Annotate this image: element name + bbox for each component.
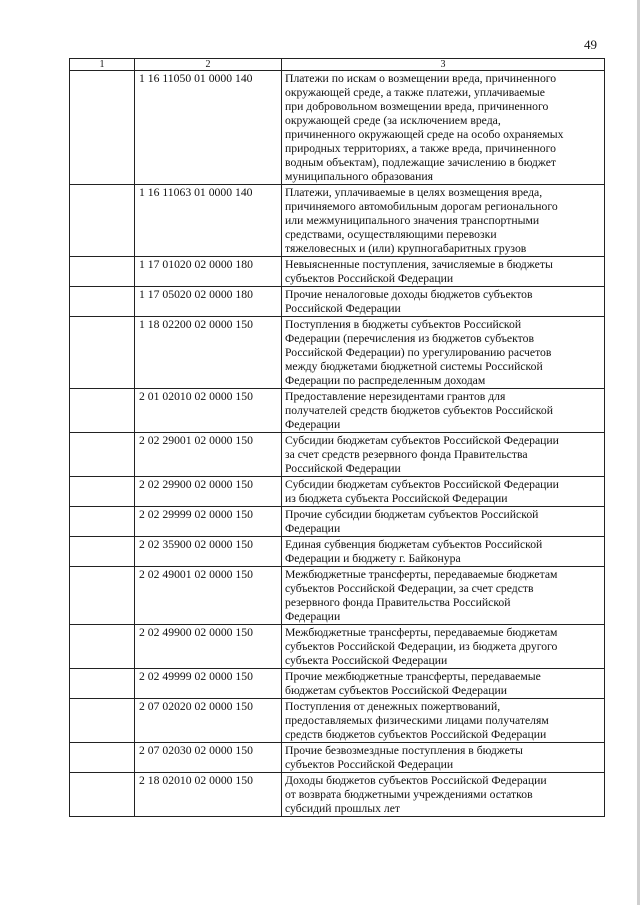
revenue-code: 1 18 02200 02 0000 150 (135, 317, 282, 389)
table-row (70, 773, 605, 817)
description-line: Федерации (285, 418, 341, 431)
revenue-description (282, 743, 605, 773)
description-line: предоставляемых физическими лицами получателям (285, 714, 549, 727)
empty-cell (70, 699, 135, 743)
table-row (70, 507, 605, 537)
description-line: Поступления в бюджеты субъектов Российской (285, 318, 522, 331)
description-line: Доходы бюджетов субъектов Российской Федерации (285, 774, 547, 787)
empty-cell (70, 71, 135, 185)
empty-cell (70, 433, 135, 477)
description-line: Федерации (285, 610, 341, 623)
revenue-description (282, 257, 605, 287)
description-line: Российской Федерации (285, 302, 401, 315)
revenue-code: 2 02 35900 02 0000 150 (135, 537, 282, 567)
description-line: от возврата бюджетными учреждениями остатков (285, 788, 533, 801)
description-line: тяжеловесных и (или) крупногабаритных грузов (285, 242, 527, 255)
revenue-code: 1 16 11063 01 0000 140 (135, 185, 282, 257)
description-line: из бюджета субъекта Российской Федерации (285, 492, 508, 505)
empty-cell (70, 185, 135, 257)
empty-cell (70, 287, 135, 317)
description-line: Поступления от денежных пожертвований, (285, 700, 501, 713)
description-line: Межбюджетные трансферты, передаваемые бюджетам (285, 626, 558, 639)
description-line: Платежи по искам о возмещении вреда, причиненного (285, 72, 557, 85)
description-line: природных территориях, а также вреда, причиненного (285, 142, 556, 155)
table-row (70, 669, 605, 699)
revenue-description (282, 477, 605, 507)
column-header-1: 1 (70, 59, 135, 71)
revenue-code: 2 02 49999 02 0000 150 (135, 669, 282, 699)
revenue-description (282, 625, 605, 669)
description-line: Платежи, уплачиваемые в целях возмещения вреда, (285, 186, 543, 199)
revenue-description (282, 567, 605, 625)
table-row (70, 477, 605, 507)
revenue-description (282, 669, 605, 699)
empty-cell (70, 537, 135, 567)
empty-cell (70, 257, 135, 287)
description-line: водным объектам), подлежащие зачислению в бюджет (285, 156, 557, 169)
table-row (70, 257, 605, 287)
description-line: субъектов Российской Федерации, из бюджета другого (285, 640, 558, 653)
revenue-code: 2 02 29900 02 0000 150 (135, 477, 282, 507)
description-line: или межмуниципального значения транспортными (285, 214, 540, 227)
empty-cell (70, 669, 135, 699)
revenue-code: 2 02 29001 02 0000 150 (135, 433, 282, 477)
empty-cell (70, 317, 135, 389)
description-line: средствами, осуществляющими перевозки (285, 228, 497, 241)
table-row (70, 71, 605, 185)
revenue-description (282, 185, 605, 257)
revenue-code: 2 02 49900 02 0000 150 (135, 625, 282, 669)
description-line: субъекта Российской Федерации (285, 654, 448, 667)
revenue-code: 2 02 49001 02 0000 150 (135, 567, 282, 625)
revenue-code: 2 07 02030 02 0000 150 (135, 743, 282, 773)
description-line: Федерации (285, 522, 341, 535)
description-line: субъектов Российской Федерации (285, 272, 454, 285)
description-line: причиненного окружающей среде на особо охраняемых (285, 128, 564, 141)
table-row (70, 389, 605, 433)
description-line: бюджетам субъектов Российской Федерации (285, 684, 507, 697)
description-line: Прочие неналоговые доходы бюджетов субъектов (285, 288, 533, 301)
description-line: Единая субвенция бюджетам субъектов Российской (285, 538, 543, 551)
description-line: Прочие субсидии бюджетам субъектов Российской (285, 508, 539, 521)
description-line: субъектов Российской Федерации (285, 758, 454, 771)
revenue-code: 2 18 02010 02 0000 150 (135, 773, 282, 817)
table-row (70, 287, 605, 317)
description-line: Федерации (перечисления из бюджетов субъектов (285, 332, 534, 345)
table-body (70, 59, 605, 817)
column-header-2: 2 (135, 59, 282, 71)
description-line: окружающей среде (за исключением вреда, (285, 114, 501, 127)
empty-cell (70, 567, 135, 625)
revenue-code: 2 02 29999 02 0000 150 (135, 507, 282, 537)
description-line: Федерации по распределенным доходам (285, 374, 486, 387)
revenue-description (282, 71, 605, 185)
description-line: Прочие безвозмездные поступления в бюджеты (285, 744, 523, 757)
description-line: Предоставление нерезидентами грантов для (285, 390, 506, 403)
table-row (70, 743, 605, 773)
revenue-code: 1 17 05020 02 0000 180 (135, 287, 282, 317)
description-line: Субсидии бюджетам субъектов Российской Федерации (285, 478, 559, 491)
table-row (70, 317, 605, 389)
description-line: Российской Федерации (285, 462, 401, 475)
description-line: Межбюджетные трансферты, передаваемые бюджетам (285, 568, 558, 581)
revenue-description (282, 537, 605, 567)
table-row (70, 699, 605, 743)
empty-cell (70, 625, 135, 669)
description-line: муниципального образования (285, 170, 433, 183)
revenue-code: 2 07 02020 02 0000 150 (135, 699, 282, 743)
page-number: 49 (584, 37, 597, 52)
revenue-description (282, 317, 605, 389)
description-line: средств бюджетов субъектов Российской Федерации (285, 728, 547, 741)
empty-cell (70, 773, 135, 817)
revenue-code: 1 16 11050 01 0000 140 (135, 71, 282, 185)
revenue-description (282, 389, 605, 433)
revenue-description (282, 433, 605, 477)
revenue-description (282, 507, 605, 537)
description-line: резервного фонда Правительства Российской (285, 596, 511, 609)
description-line: при добровольном возмещении вреда, причиненного (285, 100, 549, 113)
empty-cell (70, 743, 135, 773)
table-row (70, 185, 605, 257)
description-line: Невыясненные поступления, зачисляемые в бюджеты (285, 258, 553, 271)
description-line: между бюджетами бюджетной системы Российской (285, 360, 543, 373)
description-line: субсидий прошлых лет (285, 802, 401, 815)
empty-cell (70, 507, 135, 537)
revenue-code: 2 01 02010 02 0000 150 (135, 389, 282, 433)
revenue-description (282, 773, 605, 817)
revenue-description (282, 699, 605, 743)
description-line: за счет средств резервного фонда Правительства (285, 448, 528, 461)
table-row (70, 567, 605, 625)
revenue-code: 1 17 01020 02 0000 180 (135, 257, 282, 287)
description-line: окружающей среде, а также платежи, уплачиваемые (285, 86, 545, 99)
revenue-description (282, 287, 605, 317)
description-line: получателей средств бюджетов субъектов Российской (285, 404, 553, 417)
empty-cell (70, 389, 135, 433)
table-row (70, 625, 605, 669)
description-line: Федерации и бюджету г. Байконура (285, 552, 461, 565)
description-line: причиняемого автомобильным дорогам регионального (285, 200, 558, 213)
description-line: Субсидии бюджетам субъектов Российской Федерации (285, 434, 559, 447)
table-header-row (70, 59, 605, 71)
table-row (70, 433, 605, 477)
revenue-codes-table (69, 58, 605, 817)
description-line: Российской Федерации) по урегулированию расчетов (285, 346, 552, 359)
description-line: субъектов Российской Федерации, за счет средств (285, 582, 534, 595)
empty-cell (70, 477, 135, 507)
column-header-3: 3 (282, 59, 605, 71)
table-row (70, 537, 605, 567)
description-line: Прочие межбюджетные трансферты, передаваемые (285, 670, 541, 683)
